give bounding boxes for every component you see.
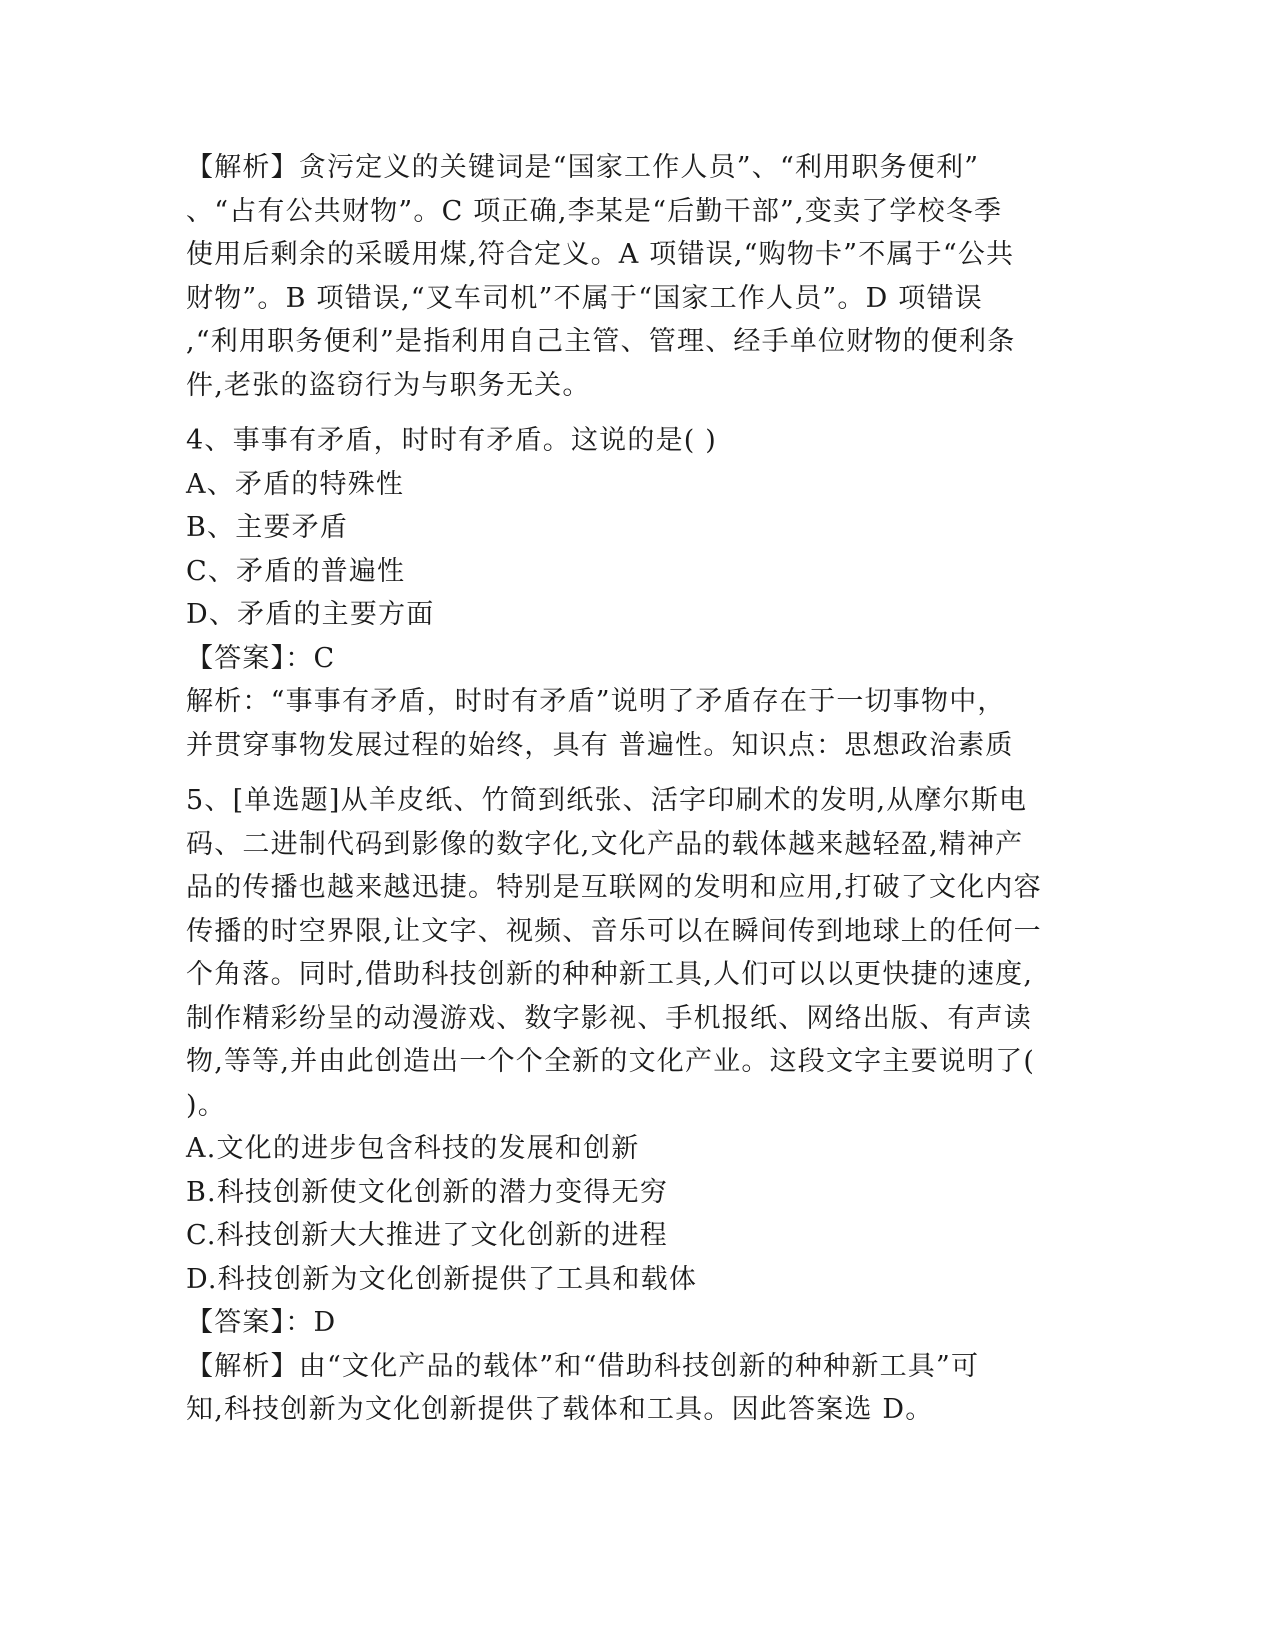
option-b: B、主要矛盾	[186, 512, 349, 543]
text-line: 财物”。B 项错误,“叉车司机”不属于“国家工作人员”。D 项错误	[186, 282, 983, 314]
question-stem: 4、事事有矛盾，时时有矛盾。这说的是( )	[186, 425, 718, 456]
analysis-line: 知,科技创新为文化创新提供了载体和工具。因此答案选 D。	[186, 1394, 934, 1425]
question-stem-line: 5、[单选题]从羊皮纸、竹简到纸张、活字印刷术的发明,从摩尔斯电	[186, 785, 1028, 816]
paragraph-gap	[186, 767, 1086, 779]
analysis-line: 解析：“事事有矛盾，时时有矛盾”说明了矛盾存在于一切事物中，	[186, 686, 1006, 717]
text-line: 使用后剩余的采暖用煤,符合定义。A 项错误,“购物卡”不属于“公共	[186, 239, 1015, 270]
text-line: 件,老张的盗窃行为与职务无关。	[186, 369, 591, 401]
text-line: 【解析】贪污定义的关键词是“国家工作人员”、“利用职务便利”	[186, 152, 980, 183]
question-5	[186, 779, 1086, 1432]
option-c: C、矛盾的普遍性	[186, 555, 406, 587]
question-stem-line: 传播的时空界限,让文字、视频、音乐可以在瞬间传到地球上的任何一	[186, 915, 1042, 947]
question-stem-line: 品的传播也越来越迅捷。特别是互联网的发明和应用,打破了文化内容	[186, 872, 1042, 903]
analysis-block-q3	[186, 146, 1086, 407]
analysis-line: 【解析】由“文化产品的载体”和“借助科技创新的种种新工具”可	[186, 1350, 980, 1382]
option-b: B.科技创新使文化创新的潜力变得无穷	[186, 1176, 669, 1208]
paragraph-gap	[186, 407, 1086, 419]
answer-line: 【答案】：C	[186, 642, 336, 674]
analysis-line: 并贯穿事物发展过程的始终，具有 普遍性。知识点：思想政治素质	[186, 729, 1014, 761]
question-stem-line: )。	[186, 1089, 226, 1121]
text-line: ,“利用职务便利”是指利用自己主管、管理、经手单位财物的便利条	[186, 326, 1016, 357]
answer-line: 【答案】：D	[186, 1307, 337, 1338]
option-a: A.文化的进步包含科技的发展和创新	[186, 1133, 640, 1164]
question-stem-line: 物,等等,并由此创造出一个个全新的文化产业。这段文字主要说明了(	[186, 1046, 1036, 1077]
option-a: A、矛盾的特殊性	[186, 468, 405, 500]
document-page	[186, 146, 1086, 1432]
option-c: C.科技创新大大推进了文化创新的进程	[186, 1220, 668, 1251]
question-4	[186, 419, 1086, 767]
option-d: D、矛盾的主要方面	[186, 599, 435, 630]
text-line: 、“占有公共财物”。C 项正确,李某是“后勤干部”,变卖了学校冬季	[186, 195, 1003, 227]
option-d: D.科技创新为文化创新提供了工具和载体	[186, 1263, 698, 1295]
question-stem-line: 个角落。同时,借助科技创新的种种新工具,人们可以以更快捷的速度,	[186, 959, 1034, 990]
question-stem-line: 码、二进制代码到影像的数字化,文化产品的载体越来越轻盈,精神产	[186, 828, 1024, 860]
question-stem-line: 制作精彩纷呈的动漫游戏、数字影视、手机报纸、网络出版、有声读	[186, 1002, 1032, 1034]
